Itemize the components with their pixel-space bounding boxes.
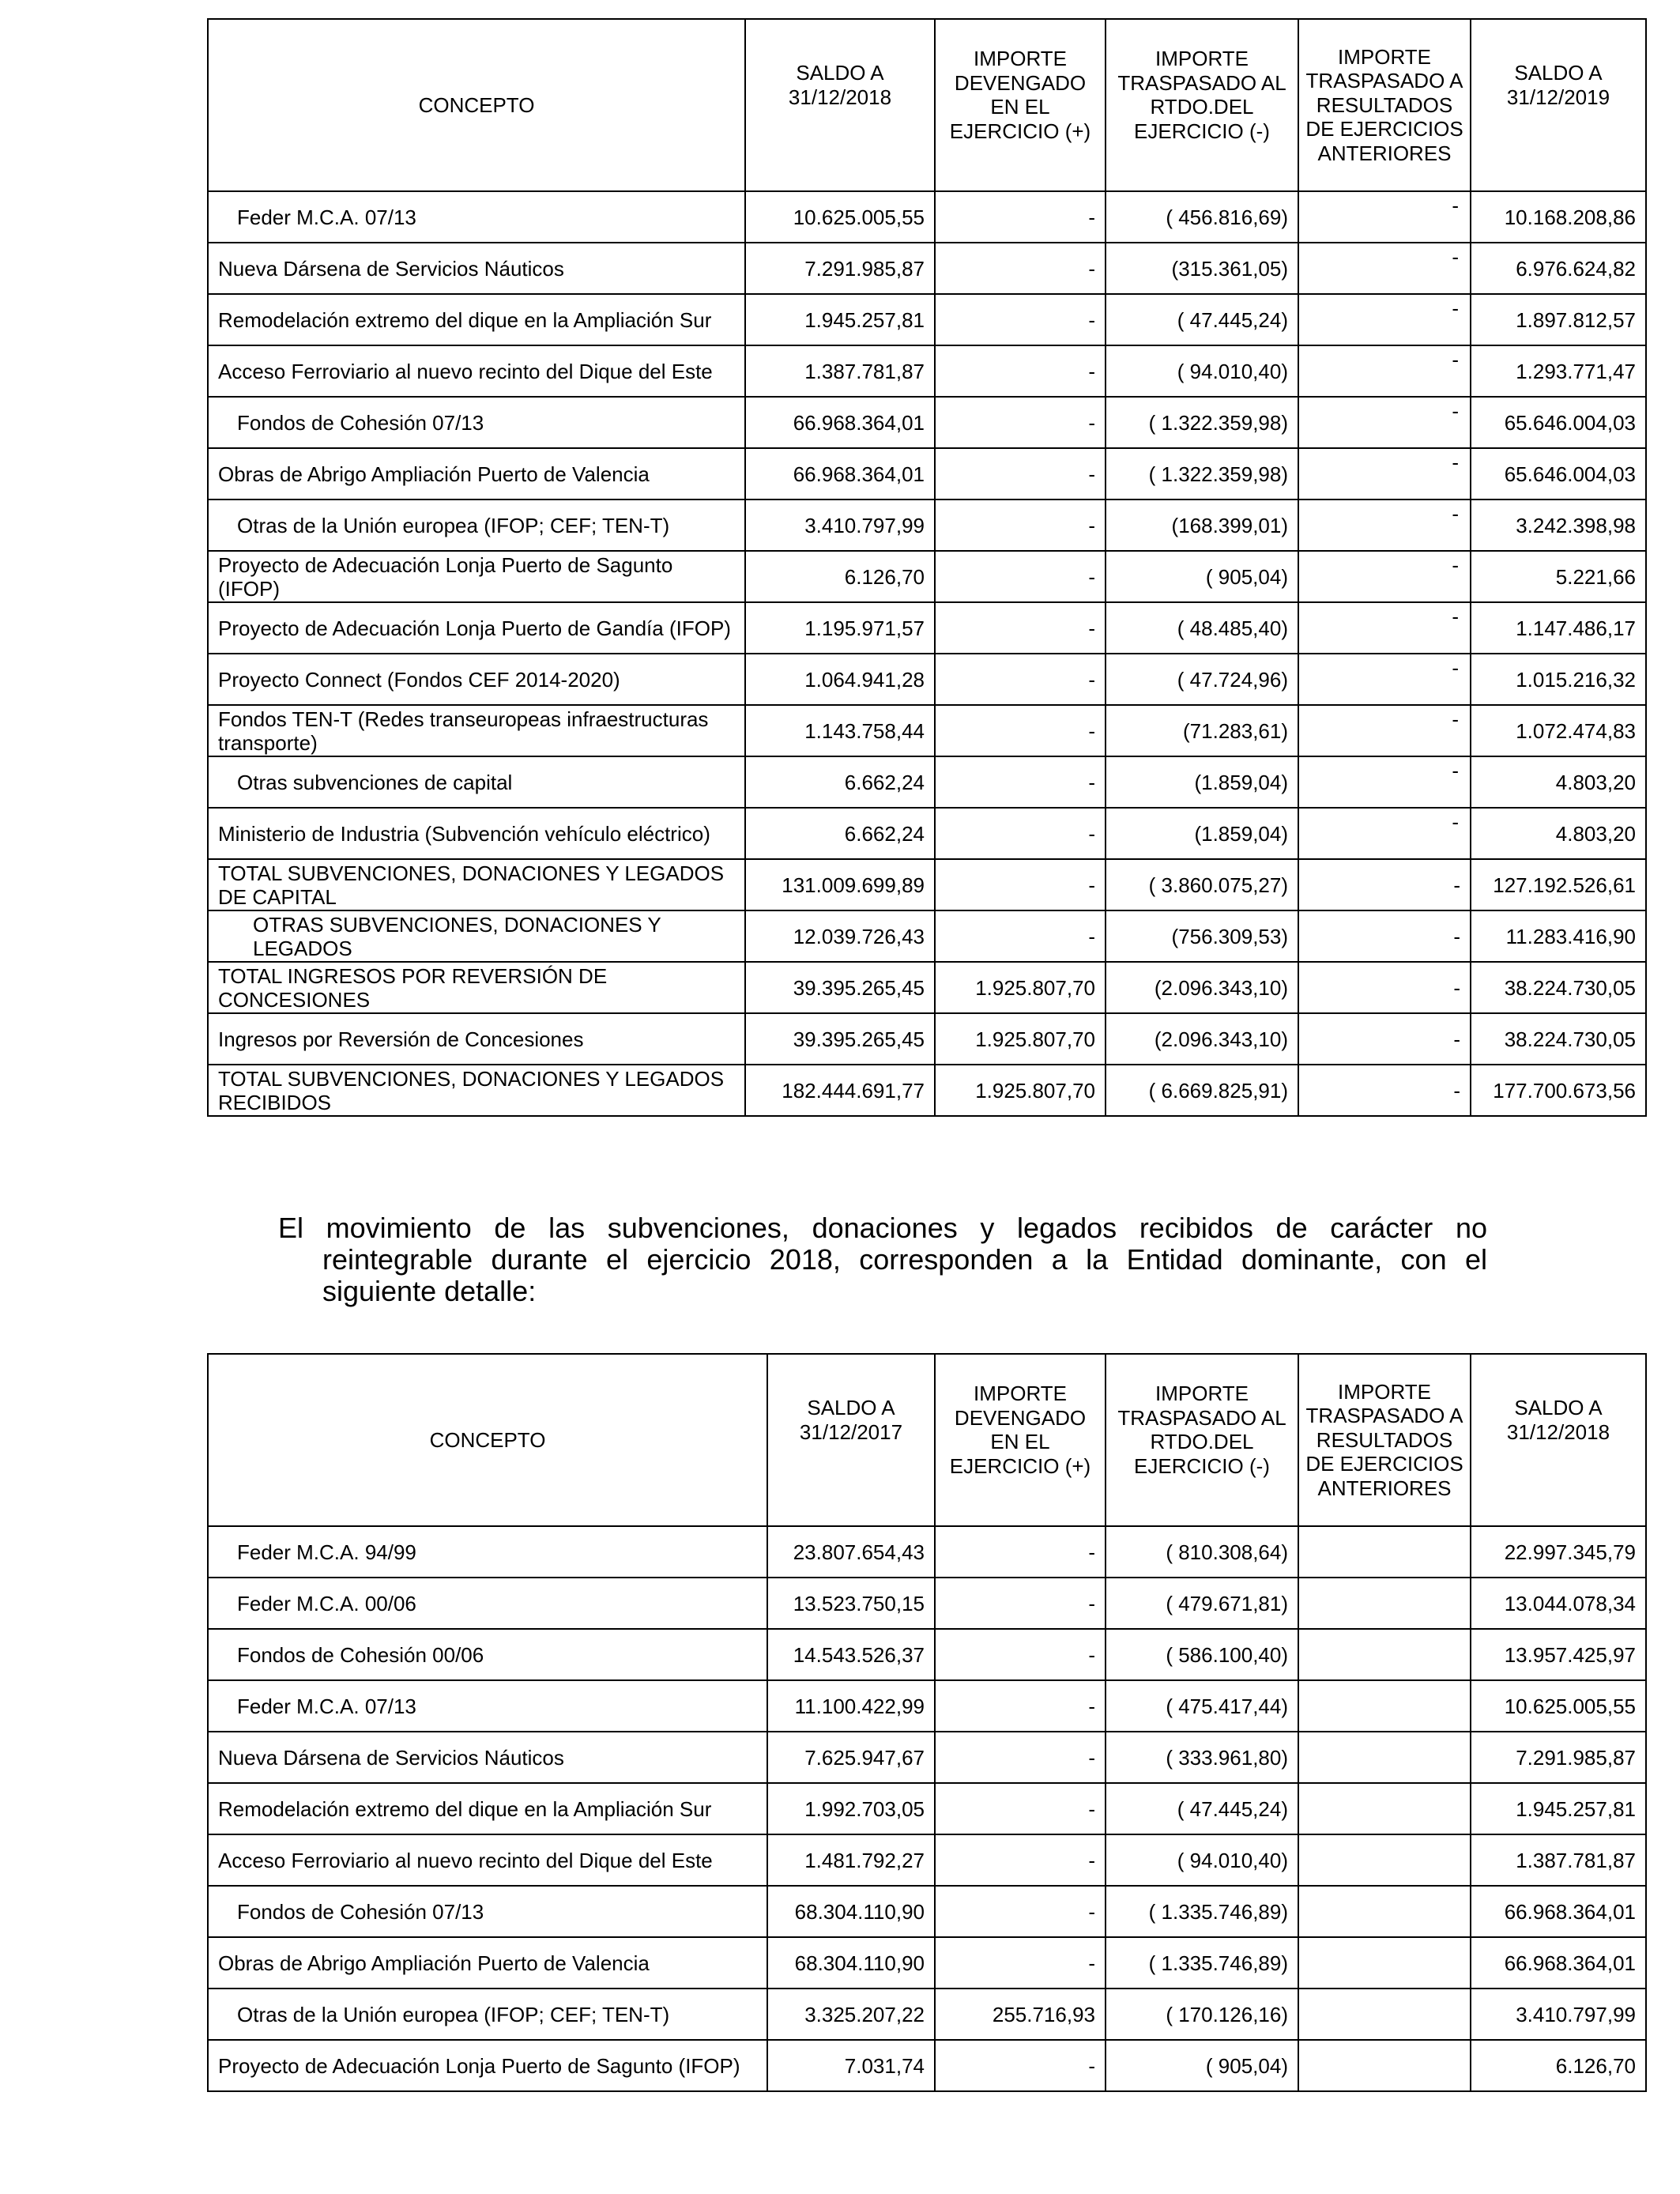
devengado-cell: - — [935, 705, 1106, 756]
resultados-anteriores-cell — [1298, 397, 1471, 448]
resultados-anteriores-cell: - — [1298, 859, 1471, 910]
traspasado-cell: (71.283,61) — [1106, 705, 1298, 756]
saldo-inicio-cell: 39.395.265,45 — [745, 1013, 935, 1065]
traspasado-cell: ( 905,04) — [1106, 2040, 1298, 2091]
traspasado-cell: ( 456.816,69) — [1106, 191, 1298, 243]
saldo-inicio-cell: 1.387.781,87 — [745, 345, 935, 397]
table-row — [208, 756, 1646, 808]
resultados-anteriores-value: - — [1452, 502, 1459, 526]
table-row — [208, 962, 1646, 1013]
header-traspasado: IMPORTE TRASPASADO AL RTDO.DEL EJERCICIO (-) — [1106, 19, 1298, 191]
resultados-anteriores-value: - — [1452, 296, 1459, 320]
concepto-cell: Acceso Ferroviario al nuevo recinto del Dique del Este — [208, 345, 745, 397]
concepto-cell: Otras de la Unión europea (IFOP; CEF; TEN-T) — [208, 1989, 767, 2040]
saldo-fin-cell: 1.897.812,57 — [1471, 294, 1646, 345]
saldo-fin-cell: 10.168.208,86 — [1471, 191, 1646, 243]
header-saldo-inicio: SALDO A 31/12/2017 — [767, 1354, 935, 1526]
traspasado-cell: ( 3.860.075,27) — [1106, 859, 1298, 910]
traspasado-cell: ( 586.100,40) — [1106, 1629, 1298, 1680]
concepto-cell: Proyecto de Adecuación Lonja Puerto de Sagunto (IFOP) — [208, 2040, 767, 2091]
devengado-cell: - — [935, 243, 1106, 294]
devengado-cell: - — [935, 808, 1106, 859]
traspasado-cell: ( 94.010,40) — [1106, 1834, 1298, 1886]
saldo-fin-cell: 65.646.004,03 — [1471, 397, 1646, 448]
traspasado-cell: (2.096.343,10) — [1106, 1013, 1298, 1065]
saldo-fin-cell: 6.126,70 — [1471, 2040, 1646, 2091]
saldo-fin-cell: 1.387.781,87 — [1471, 1834, 1646, 1886]
devengado-cell: - — [935, 294, 1106, 345]
saldo-fin-cell: 1.015.216,32 — [1471, 654, 1646, 705]
saldo-fin-cell: 10.625.005,55 — [1471, 1680, 1646, 1732]
concepto-cell: Fondos de Cohesión 07/13 — [208, 397, 745, 448]
resultados-anteriores-cell — [1298, 2040, 1471, 2091]
resultados-anteriores-value: - — [1452, 605, 1459, 628]
traspasado-cell: ( 6.669.825,91) — [1106, 1065, 1298, 1116]
resultados-anteriores-cell: - — [1298, 910, 1471, 962]
saldo-fin-cell: 22.997.345,79 — [1471, 1526, 1646, 1578]
devengado-cell: - — [935, 756, 1106, 808]
saldo-inicio-cell: 6.662,24 — [745, 756, 935, 808]
table-row — [208, 1629, 1646, 1680]
table-row — [208, 551, 1646, 602]
table-row — [208, 448, 1646, 499]
table-header-row — [208, 19, 1646, 191]
movement-description-paragraph — [278, 1212, 1487, 1307]
devengado-cell: - — [935, 1834, 1106, 1886]
resultados-anteriores-cell — [1298, 705, 1471, 756]
saldo-fin-cell: 3.410.797,99 — [1471, 1989, 1646, 2040]
table-row — [208, 1013, 1646, 1065]
concepto-cell: Feder M.C.A. 07/13 — [208, 1680, 767, 1732]
devengado-cell: - — [935, 397, 1106, 448]
concepto-cell: OTRAS SUBVENCIONES, DONACIONES Y LEGADOS — [208, 910, 745, 962]
concepto-cell: TOTAL SUBVENCIONES, DONACIONES Y LEGADOS RECIBIDOS — [208, 1065, 745, 1116]
traspasado-cell: ( 810.308,64) — [1106, 1526, 1298, 1578]
devengado-cell: - — [935, 1937, 1106, 1989]
header-devengado: IMPORTE DEVENGADO EN EL EJERCICIO (+) — [935, 1354, 1106, 1526]
saldo-inicio-cell: 1.481.792,27 — [767, 1834, 935, 1886]
resultados-anteriores-cell — [1298, 756, 1471, 808]
table-row — [208, 705, 1646, 756]
saldo-inicio-cell: 66.968.364,01 — [745, 397, 935, 448]
resultados-anteriores-cell — [1298, 1937, 1471, 1989]
concepto-cell: Obras de Abrigo Ampliación Puerto de Valencia — [208, 448, 745, 499]
resultados-anteriores-value: - — [1452, 707, 1459, 731]
paragraph-line-2: reintegrable durante el ejercicio 2018, corresponden a la Entidad dominante, con el — [322, 1243, 1487, 1276]
saldo-fin-cell: 127.192.526,61 — [1471, 859, 1646, 910]
resultados-anteriores-cell — [1298, 294, 1471, 345]
concepto-cell: Otras de la Unión europea (IFOP; CEF; TEN-T) — [208, 499, 745, 551]
header-saldo-inicio: SALDO A 31/12/2018 — [745, 19, 935, 191]
devengado-cell: - — [935, 1886, 1106, 1937]
traspasado-cell: ( 333.961,80) — [1106, 1732, 1298, 1783]
saldo-inicio-cell: 131.009.699,89 — [745, 859, 935, 910]
saldo-fin-cell: 38.224.730,05 — [1471, 1013, 1646, 1065]
saldo-inicio-cell: 1.992.703,05 — [767, 1783, 935, 1834]
concepto-cell: Obras de Abrigo Ampliación Puerto de Valencia — [208, 1937, 767, 1989]
saldo-inicio-cell: 66.968.364,01 — [745, 448, 935, 499]
saldo-inicio-cell: 10.625.005,55 — [745, 191, 935, 243]
saldo-fin-cell: 65.646.004,03 — [1471, 448, 1646, 499]
resultados-anteriores-cell — [1298, 1578, 1471, 1629]
table-row — [208, 191, 1646, 243]
saldo-fin-cell: 177.700.673,56 — [1471, 1065, 1646, 1116]
saldo-inicio-cell: 182.444.691,77 — [745, 1065, 935, 1116]
traspasado-cell: ( 48.485,40) — [1106, 602, 1298, 654]
concepto-cell: TOTAL SUBVENCIONES, DONACIONES Y LEGADOS DE CAPITAL — [208, 859, 745, 910]
table-row — [208, 859, 1646, 910]
resultados-anteriores-cell — [1298, 1526, 1471, 1578]
table-row — [208, 1732, 1646, 1783]
resultados-anteriores-cell — [1298, 1783, 1471, 1834]
resultados-anteriores-cell — [1298, 1680, 1471, 1732]
resultados-anteriores-cell: - — [1298, 1013, 1471, 1065]
table-row — [208, 1526, 1646, 1578]
traspasado-cell: ( 1.322.359,98) — [1106, 397, 1298, 448]
table-row — [208, 1989, 1646, 2040]
traspasado-cell: ( 1.335.746,89) — [1106, 1937, 1298, 1989]
header-concepto: CONCEPTO — [208, 19, 745, 191]
devengado-cell: - — [935, 499, 1106, 551]
resultados-anteriores-value: - — [1452, 194, 1459, 217]
resultados-anteriores-cell — [1298, 654, 1471, 705]
saldo-fin-cell: 66.968.364,01 — [1471, 1937, 1646, 1989]
saldo-inicio-cell: 68.304.110,90 — [767, 1937, 935, 1989]
saldo-inicio-cell: 12.039.726,43 — [745, 910, 935, 962]
devengado-cell: - — [935, 602, 1106, 654]
saldo-inicio-cell: 1.143.758,44 — [745, 705, 935, 756]
saldo-fin-cell: 1.293.771,47 — [1471, 345, 1646, 397]
devengado-cell: - — [935, 1732, 1106, 1783]
table-row — [208, 808, 1646, 859]
devengado-cell: - — [935, 654, 1106, 705]
saldo-inicio-cell: 13.523.750,15 — [767, 1578, 935, 1629]
saldo-inicio-cell: 68.304.110,90 — [767, 1886, 935, 1937]
resultados-anteriores-cell — [1298, 1886, 1471, 1937]
concepto-cell: Fondos de Cohesión 07/13 — [208, 1886, 767, 1937]
resultados-anteriores-value: - — [1452, 348, 1459, 371]
concepto-cell: Remodelación extremo del dique en la Ampliación Sur — [208, 1783, 767, 1834]
devengado-cell: - — [935, 191, 1106, 243]
resultados-anteriores-value: - — [1452, 450, 1459, 474]
table-row — [208, 1680, 1646, 1732]
devengado-cell: - — [935, 1578, 1106, 1629]
saldo-fin-cell: 1.945.257,81 — [1471, 1783, 1646, 1834]
saldo-inicio-cell: 6.662,24 — [745, 808, 935, 859]
header-resultados-anteriores: IMPORTE TRASPASADO A RESULTADOS DE EJERCICIOS ANTERIORES — [1298, 1354, 1471, 1526]
devengado-cell: - — [935, 1526, 1106, 1578]
header-saldo-fin: SALDO A 31/12/2019 — [1471, 19, 1646, 191]
devengado-cell: - — [935, 345, 1106, 397]
saldo-fin-cell: 6.976.624,82 — [1471, 243, 1646, 294]
saldo-fin-cell: 13.044.078,34 — [1471, 1578, 1646, 1629]
saldo-fin-cell: 1.072.474,83 — [1471, 705, 1646, 756]
saldo-inicio-cell: 14.543.526,37 — [767, 1629, 935, 1680]
saldo-inicio-cell: 1.064.941,28 — [745, 654, 935, 705]
table-row — [208, 243, 1646, 294]
traspasado-cell: ( 905,04) — [1106, 551, 1298, 602]
saldo-inicio-cell: 1.945.257,81 — [745, 294, 935, 345]
header-devengado: IMPORTE DEVENGADO EN EL EJERCICIO (+) — [935, 19, 1106, 191]
traspasado-cell: ( 479.671,81) — [1106, 1578, 1298, 1629]
traspasado-cell: (1.859,04) — [1106, 756, 1298, 808]
concepto-cell: Proyecto de Adecuación Lonja Puerto de Sagunto (IFOP) — [208, 551, 745, 602]
table-row — [208, 294, 1646, 345]
table-header-row — [208, 1354, 1646, 1526]
saldo-fin-cell: 38.224.730,05 — [1471, 962, 1646, 1013]
traspasado-cell: ( 94.010,40) — [1106, 345, 1298, 397]
concepto-cell: Otras subvenciones de capital — [208, 756, 745, 808]
traspasado-cell: ( 47.445,24) — [1106, 1783, 1298, 1834]
concepto-cell: Acceso Ferroviario al nuevo recinto del Dique del Este — [208, 1834, 767, 1886]
resultados-anteriores-cell — [1298, 551, 1471, 602]
saldo-fin-cell: 1.147.486,17 — [1471, 602, 1646, 654]
saldo-fin-cell: 4.803,20 — [1471, 756, 1646, 808]
traspasado-cell: (168.399,01) — [1106, 499, 1298, 551]
concepto-cell: Remodelación extremo del dique en la Ampliación Sur — [208, 294, 745, 345]
saldo-fin-cell: 5.221,66 — [1471, 551, 1646, 602]
header-traspasado: IMPORTE TRASPASADO AL RTDO.DEL EJERCICIO (-) — [1106, 1354, 1298, 1526]
table-row — [208, 2040, 1646, 2091]
concepto-cell: Proyecto Connect (Fondos CEF 2014-2020) — [208, 654, 745, 705]
table-row — [208, 910, 1646, 962]
traspasado-cell: ( 47.445,24) — [1106, 294, 1298, 345]
concepto-cell: Proyecto de Adecuación Lonja Puerto de Gandía (IFOP) — [208, 602, 745, 654]
resultados-anteriores-cell: - — [1298, 962, 1471, 1013]
table-row — [208, 1886, 1646, 1937]
concepto-cell: Nueva Dársena de Servicios Náuticos — [208, 1732, 767, 1783]
resultados-anteriores-cell — [1298, 808, 1471, 859]
header-saldo-fin: SALDO A 31/12/2018 — [1471, 1354, 1646, 1526]
resultados-anteriores-cell — [1298, 602, 1471, 654]
devengado-cell: - — [935, 2040, 1106, 2091]
devengado-cell: 1.925.807,70 — [935, 962, 1106, 1013]
devengado-cell: - — [935, 859, 1106, 910]
resultados-anteriores-cell — [1298, 243, 1471, 294]
resultados-anteriores-value: - — [1452, 759, 1459, 782]
saldo-inicio-cell: 6.126,70 — [745, 551, 935, 602]
saldo-inicio-cell: 1.195.971,57 — [745, 602, 935, 654]
devengado-cell: - — [935, 1783, 1106, 1834]
resultados-anteriores-cell — [1298, 1989, 1471, 2040]
header-concepto: CONCEPTO — [208, 1354, 767, 1526]
resultados-anteriores-cell — [1298, 1834, 1471, 1886]
resultados-anteriores-cell — [1298, 499, 1471, 551]
saldo-fin-cell: 7.291.985,87 — [1471, 1732, 1646, 1783]
saldo-inicio-cell: 7.031,74 — [767, 2040, 935, 2091]
table-row — [208, 397, 1646, 448]
resultados-anteriores-value: - — [1452, 553, 1459, 577]
devengado-cell: 255.716,93 — [935, 1989, 1106, 2040]
saldo-inicio-cell: 23.807.654,43 — [767, 1526, 935, 1578]
traspasado-cell: (756.309,53) — [1106, 910, 1298, 962]
concepto-cell: Fondos TEN-T (Redes transeuropeas infraestructuras transporte) — [208, 705, 745, 756]
devengado-cell: - — [935, 1680, 1106, 1732]
paragraph-line-1: El movimiento de las subvenciones, donaciones y legados recibidos de carácter no — [278, 1212, 1487, 1244]
saldo-inicio-cell: 3.325.207,22 — [767, 1989, 935, 2040]
concepto-cell: Feder M.C.A. 00/06 — [208, 1578, 767, 1629]
concepto-cell: Nueva Dársena de Servicios Náuticos — [208, 243, 745, 294]
traspasado-cell: ( 1.335.746,89) — [1106, 1886, 1298, 1937]
resultados-anteriores-value: - — [1452, 399, 1459, 423]
paragraph-line-3: siguiente detalle: — [322, 1275, 537, 1307]
header-resultados-anteriores: IMPORTE TRASPASADO A RESULTADOS DE EJERCICIOS ANTERIORES — [1298, 19, 1471, 191]
concepto-cell: Feder M.C.A. 94/99 — [208, 1526, 767, 1578]
table-row — [208, 1937, 1646, 1989]
resultados-anteriores-cell — [1298, 1732, 1471, 1783]
devengado-cell: 1.925.807,70 — [935, 1013, 1106, 1065]
balance-table-2019 — [207, 18, 1647, 1117]
resultados-anteriores-cell — [1298, 191, 1471, 243]
devengado-cell: - — [935, 551, 1106, 602]
saldo-fin-cell: 13.957.425,97 — [1471, 1629, 1646, 1680]
saldo-fin-cell: 4.803,20 — [1471, 808, 1646, 859]
saldo-fin-cell: 3.242.398,98 — [1471, 499, 1646, 551]
table-row — [208, 1578, 1646, 1629]
concepto-cell: TOTAL INGRESOS POR REVERSIÓN DE CONCESIONES — [208, 962, 745, 1013]
resultados-anteriores-value: - — [1452, 656, 1459, 680]
table-row — [208, 1065, 1646, 1116]
saldo-inicio-cell: 7.625.947,67 — [767, 1732, 935, 1783]
resultados-anteriores-cell — [1298, 1629, 1471, 1680]
traspasado-cell: ( 475.417,44) — [1106, 1680, 1298, 1732]
concepto-cell: Ingresos por Reversión de Concesiones — [208, 1013, 745, 1065]
table-row — [208, 1783, 1646, 1834]
devengado-cell: - — [935, 910, 1106, 962]
table-row — [208, 654, 1646, 705]
traspasado-cell: ( 47.724,96) — [1106, 654, 1298, 705]
balance-table-2018 — [207, 1353, 1647, 2092]
table-row — [208, 345, 1646, 397]
concepto-cell: Feder M.C.A. 07/13 — [208, 191, 745, 243]
resultados-anteriores-value: - — [1452, 810, 1459, 834]
table-row — [208, 602, 1646, 654]
traspasado-cell: (315.361,05) — [1106, 243, 1298, 294]
table-row — [208, 499, 1646, 551]
saldo-inicio-cell: 3.410.797,99 — [745, 499, 935, 551]
traspasado-cell: (1.859,04) — [1106, 808, 1298, 859]
saldo-inicio-cell: 7.291.985,87 — [745, 243, 935, 294]
resultados-anteriores-cell — [1298, 345, 1471, 397]
traspasado-cell: ( 1.322.359,98) — [1106, 448, 1298, 499]
resultados-anteriores-value: - — [1452, 245, 1459, 269]
traspasado-cell: ( 170.126,16) — [1106, 1989, 1298, 2040]
traspasado-cell: (2.096.343,10) — [1106, 962, 1298, 1013]
saldo-fin-cell: 66.968.364,01 — [1471, 1886, 1646, 1937]
devengado-cell: - — [935, 1629, 1106, 1680]
saldo-fin-cell: 11.283.416,90 — [1471, 910, 1646, 962]
resultados-anteriores-cell: - — [1298, 1065, 1471, 1116]
concepto-cell: Fondos de Cohesión 00/06 — [208, 1629, 767, 1680]
saldo-inicio-cell: 11.100.422,99 — [767, 1680, 935, 1732]
devengado-cell: 1.925.807,70 — [935, 1065, 1106, 1116]
resultados-anteriores-cell — [1298, 448, 1471, 499]
saldo-inicio-cell: 39.395.265,45 — [745, 962, 935, 1013]
concepto-cell: Ministerio de Industria (Subvención vehículo eléctrico) — [208, 808, 745, 859]
devengado-cell: - — [935, 448, 1106, 499]
table-row — [208, 1834, 1646, 1886]
